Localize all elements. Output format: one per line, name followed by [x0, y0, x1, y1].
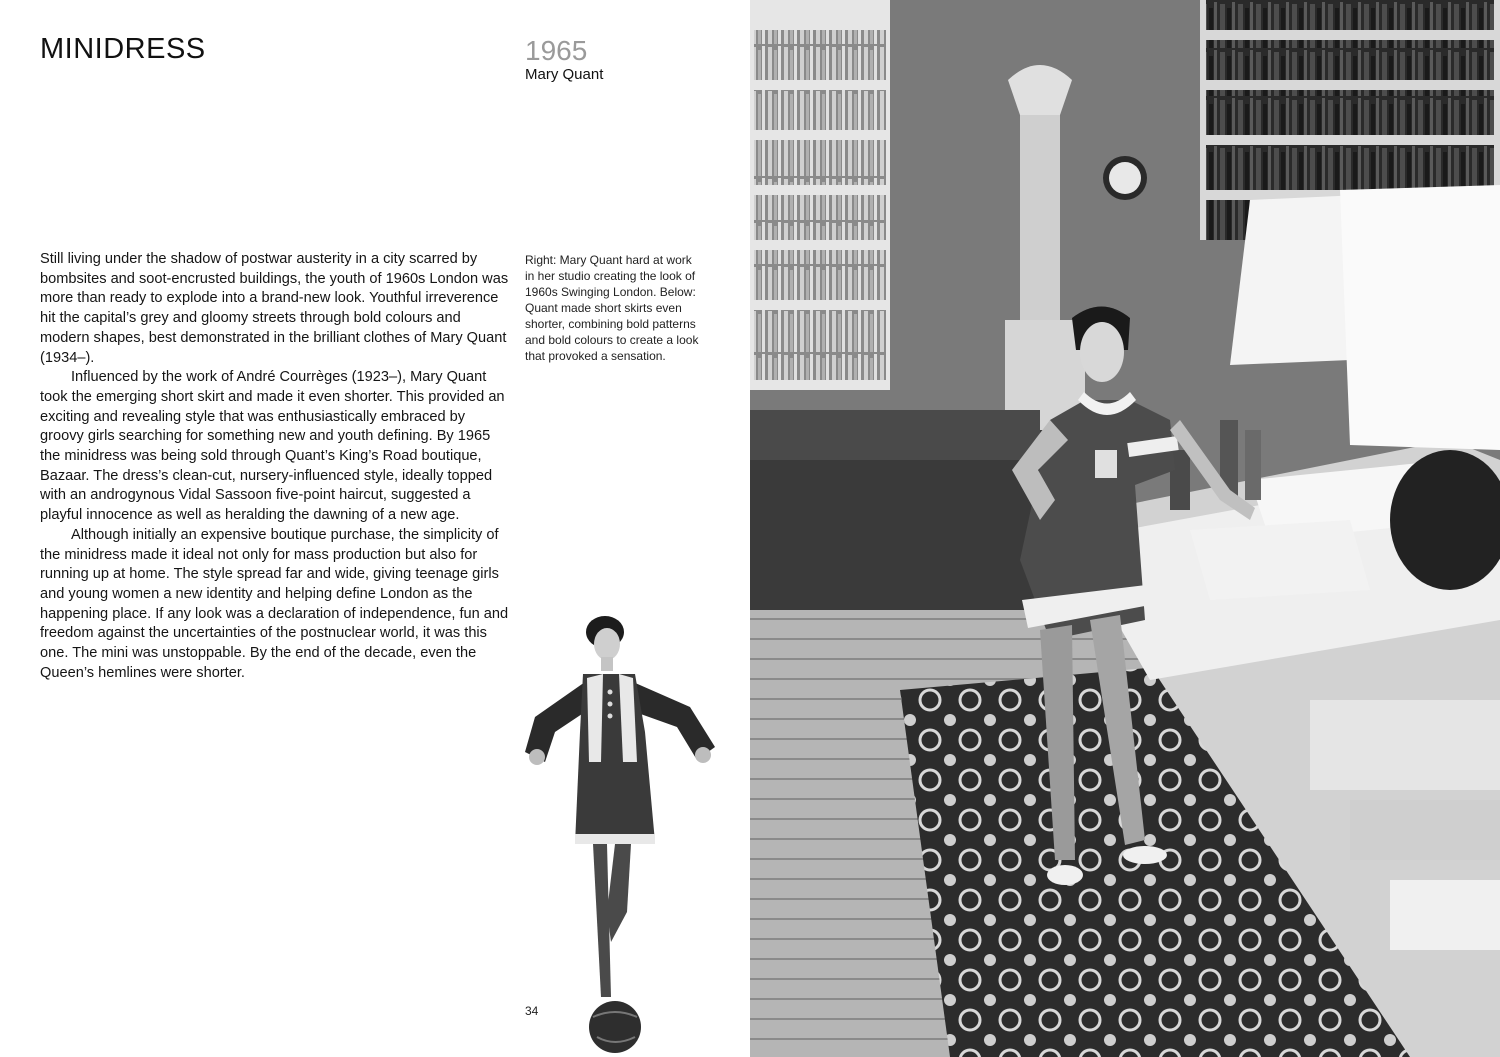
- studio-photo: [750, 0, 1500, 1057]
- body-text: [40, 250, 510, 683]
- designer-name: Mary Quant: [525, 66, 604, 83]
- year-label: 1965: [525, 35, 588, 66]
- model-in-minidress-photo: [515, 612, 725, 1057]
- page-number: 34: [525, 1004, 539, 1018]
- paragraph-3: Although initially an expensive boutique purchase, the simplicity of the minidress made it ideal not only for mass production but also for running up at home. The style spread far and wide, giving teenage girls and young women a new identity and helping define London as the happening place. If any look was a declaration of independence, fun and freedom against the uncertainties of the postnuclear world, it was this one. The mini was unstoppable. By the end of the decade, even the Queen’s hemlines were shorter.: [40, 526, 509, 681]
- paragraph-1: Still living under the shadow of postwar austerity in a city scarred by bombsites and soot-encrusted buildings, the youth of 1960s London was more than ready to explode into a brand-new look. Youthful irreverence hit the capital’s grey and gloomy streets through bold colours and modern shapes, best demonstrated in the brilliant clothes of Mary Quant (1934–).: [40, 251, 509, 366]
- photo-caption: Right: Mary Quant hard at work in her studio creating the look of 1960s Swinging London. Below: Quant made short skirts even shorter, combining bold patterns and bold colours to create a look that provoked a sensation.: [525, 253, 699, 363]
- page-title: MINIDRESS: [40, 33, 206, 65]
- paragraph-2: Influenced by the work of André Courrèges (1923–), Mary Quant took the emerging short skirt and made it even shorter. This provided an exciting and revealing style that was enthusiastically embraced by groovy girls searching for something new and youth defining. By 1965 the minidress was being sold through Quant’s King’s Road boutique, Bazaar. The dress’s clean-cut, nursery-influenced style, ideally topped with an androgynous Vidal Sassoon five-point haircut, suggested a playful innocence as well as heralding the dawning of a new age.: [40, 369, 505, 524]
